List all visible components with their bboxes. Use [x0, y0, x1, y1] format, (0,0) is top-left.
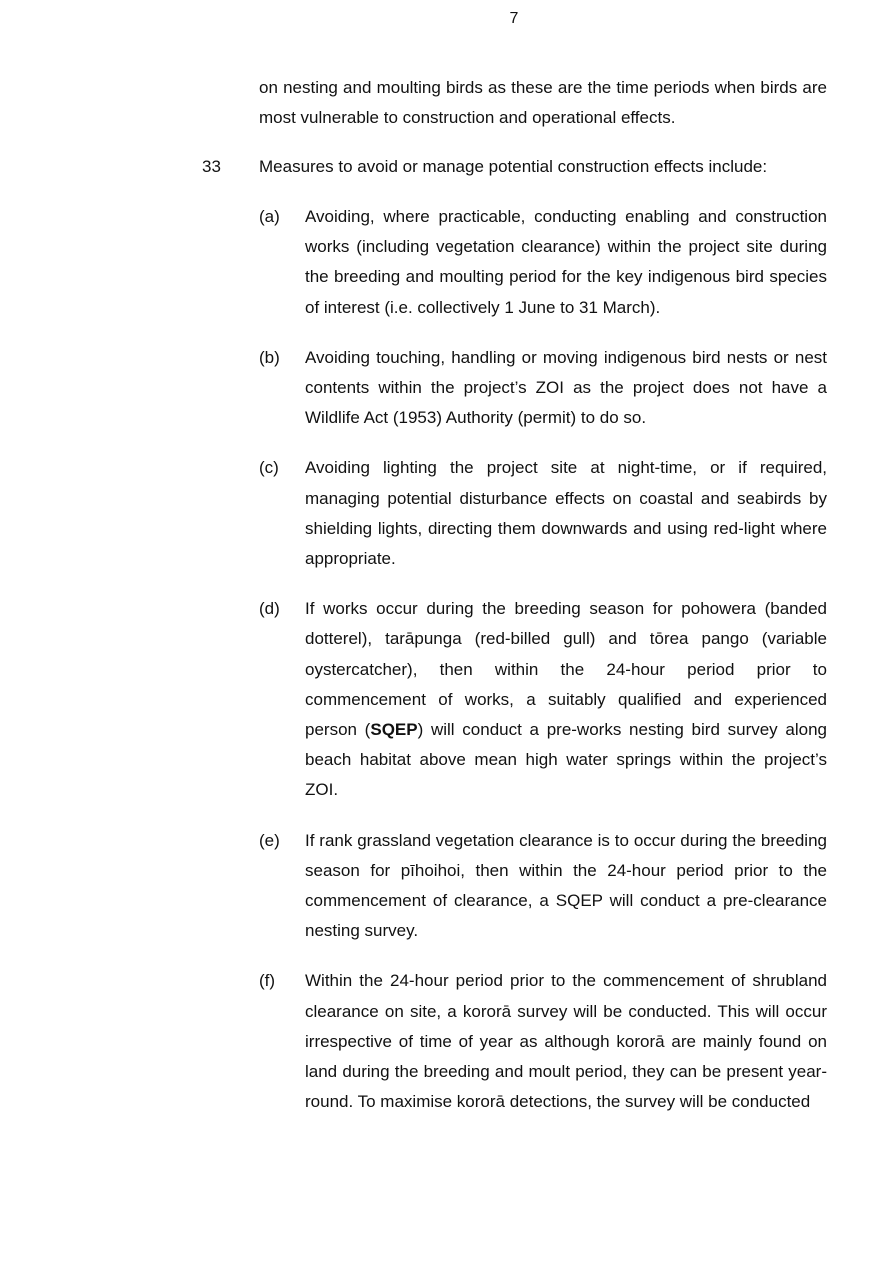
- item-label: (b): [259, 347, 280, 367]
- item-label: (d): [259, 599, 280, 619]
- list-item-e: [259, 826, 827, 947]
- item-label: (e): [259, 830, 280, 850]
- item-text-after: ) will conduct a pre-works nesting bird survey along beach habitat above mean high water springs within the project’s ZOI.: [305, 720, 827, 800]
- item-text: Avoiding touching, handling or moving indigenous bird nests or nest contents within the project’s ZOI as the project does not have a Wildlife Act (1953) Authority (permit) to do so.: [305, 347, 827, 428]
- sqep-abbreviation: SQEP: [370, 720, 418, 740]
- item-label: (f): [259, 971, 276, 991]
- list-item-a: [259, 202, 827, 323]
- item-text: Avoiding, where practicable, conducting enabling and construction works (including vegetation clearance) within the project site during the breeding and moulting period for the key indigenous bird species of interest (i.e. collectively 1 June to 31 March).: [305, 207, 827, 317]
- list-item-c: [259, 453, 827, 574]
- list-item-d: [259, 594, 827, 805]
- item-text: [305, 594, 827, 805]
- list-item-f: [259, 966, 827, 1117]
- sub-item-list: [259, 202, 827, 1137]
- page-number: 7: [509, 10, 519, 27]
- item-label: (a): [259, 207, 280, 226]
- paragraph-intro: Measures to avoid or manage potential construction effects include:: [259, 157, 768, 176]
- item-text: Avoiding lighting the project site at night-time, or if required, managing potential disturbance effects on coastal and seabirds by shielding lights, directing them downwards and using red-light where appropriate.: [305, 458, 827, 569]
- list-item-b: [259, 343, 827, 434]
- item-text: If rank grassland vegetation clearance is to occur during the breeding season for pīhoihoi, then within the 24-hour period prior to the commencement of clearance, a SQEP will conduct a pre-clearance nesting survey.: [305, 830, 827, 941]
- continuation-text: on nesting and moulting birds as these are the time periods when birds are most vulnerable to construction and operational effects.: [259, 78, 827, 128]
- item-label: (c): [259, 458, 279, 478]
- item-text-before: If works occur during the breeding season for pohowera (banded dotterel), tarāpunga (red-billed gull) and tōrea pango (variable oystercatcher), then within the 24-hour period prior to commencement of works, a suitably qualified and experienced person (: [305, 599, 827, 740]
- item-text: Within the 24-hour period prior to the commencement of shrubland clearance on site, a kororā survey will be conducted. This will occur irrespective of time of year as although kororā are mainly found on land during the breeding and moult period, they can be present year-round. To maximise kororā detections, the survey will be conducted: [305, 971, 827, 1112]
- paragraph-number: 33: [202, 157, 221, 176]
